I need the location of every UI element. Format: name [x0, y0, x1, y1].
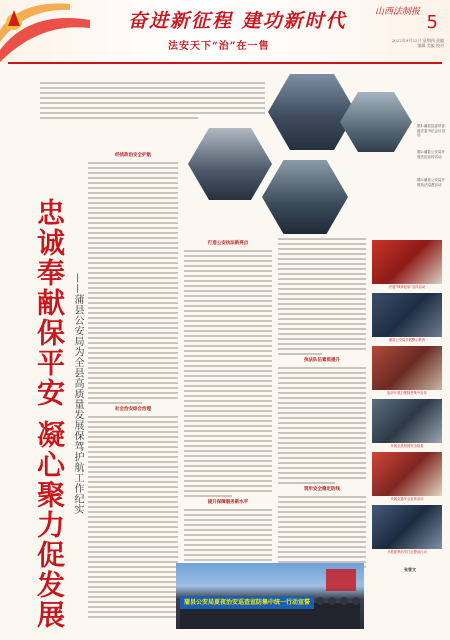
photo-police-group	[188, 128, 272, 200]
page-number: 5	[426, 12, 438, 33]
right-caption-5: 开展交通安全宣传活动	[390, 497, 424, 501]
header-divider	[8, 62, 442, 64]
date-line: 2022年9月22日 星期四 责编 编辑 美编 校对	[391, 38, 444, 48]
section-title-3: 执法队伍素质提升	[304, 358, 340, 363]
caption-1: 图1:蒲县县委常委政法委书记会议讲话	[417, 124, 445, 137]
section-title-4: 社会治安综合治理	[115, 407, 151, 412]
section-title-1: 经侦政治安全护航	[115, 153, 151, 158]
author-name: 张晋文	[404, 567, 416, 572]
right-caption-4: 开展全县校园安全检查	[390, 444, 424, 448]
article-column-1	[88, 150, 178, 620]
caption-2: 图2:蒲县公安局开展法治宣传活动	[417, 150, 445, 159]
photo-right-2	[372, 293, 442, 337]
decorative-swirl-icon	[0, 0, 90, 62]
photo-police-officers	[340, 92, 412, 152]
header-slogan: 奋进新征程 建功新时代	[128, 10, 347, 32]
article-column-2	[184, 238, 272, 588]
photo-right-4	[372, 399, 442, 443]
paper-name: 山西法制报	[374, 7, 420, 17]
right-caption-6: 开展夏季治安打击整治行动	[387, 550, 427, 554]
article-column-3	[278, 238, 366, 578]
photo-police-patrol	[262, 160, 348, 234]
intro-text	[40, 82, 265, 127]
photo-right-6	[372, 505, 442, 549]
photo-right-5	[372, 452, 442, 496]
photo-police-meeting	[268, 74, 356, 150]
sub-headline: ——蒲县公安局为全县高质量发展保驾护航工作纪实	[72, 273, 83, 515]
header-subtitle: 法安天下“治”在一售	[168, 41, 270, 52]
page-header	[0, 0, 450, 62]
caption-3: 图3:蒲县公安局开展执法巡逻活动	[417, 178, 445, 187]
section-title-5: 提升保障服务新水平	[207, 500, 249, 505]
photo-right-1	[372, 240, 442, 284]
right-caption-1: 开展“枫桥经验”宣传活动	[388, 285, 426, 289]
section-title-6: 筑牢安全稳定防线	[304, 487, 340, 492]
right-caption-3: 组织开展扫黑除恶集中宣传	[387, 391, 427, 395]
photo-right-3	[372, 346, 442, 390]
section-title-2: 打造公安执法新亮点	[207, 241, 249, 246]
oath-banner: 蒲县公安局夏夜治安巡查宣防集中统一行动宣誓	[180, 596, 314, 609]
main-headline: 忠诚奉献保平安 凝心聚力促发展	[33, 198, 66, 630]
right-caption-2: 蒲县公安局开展警示教育	[388, 338, 426, 342]
